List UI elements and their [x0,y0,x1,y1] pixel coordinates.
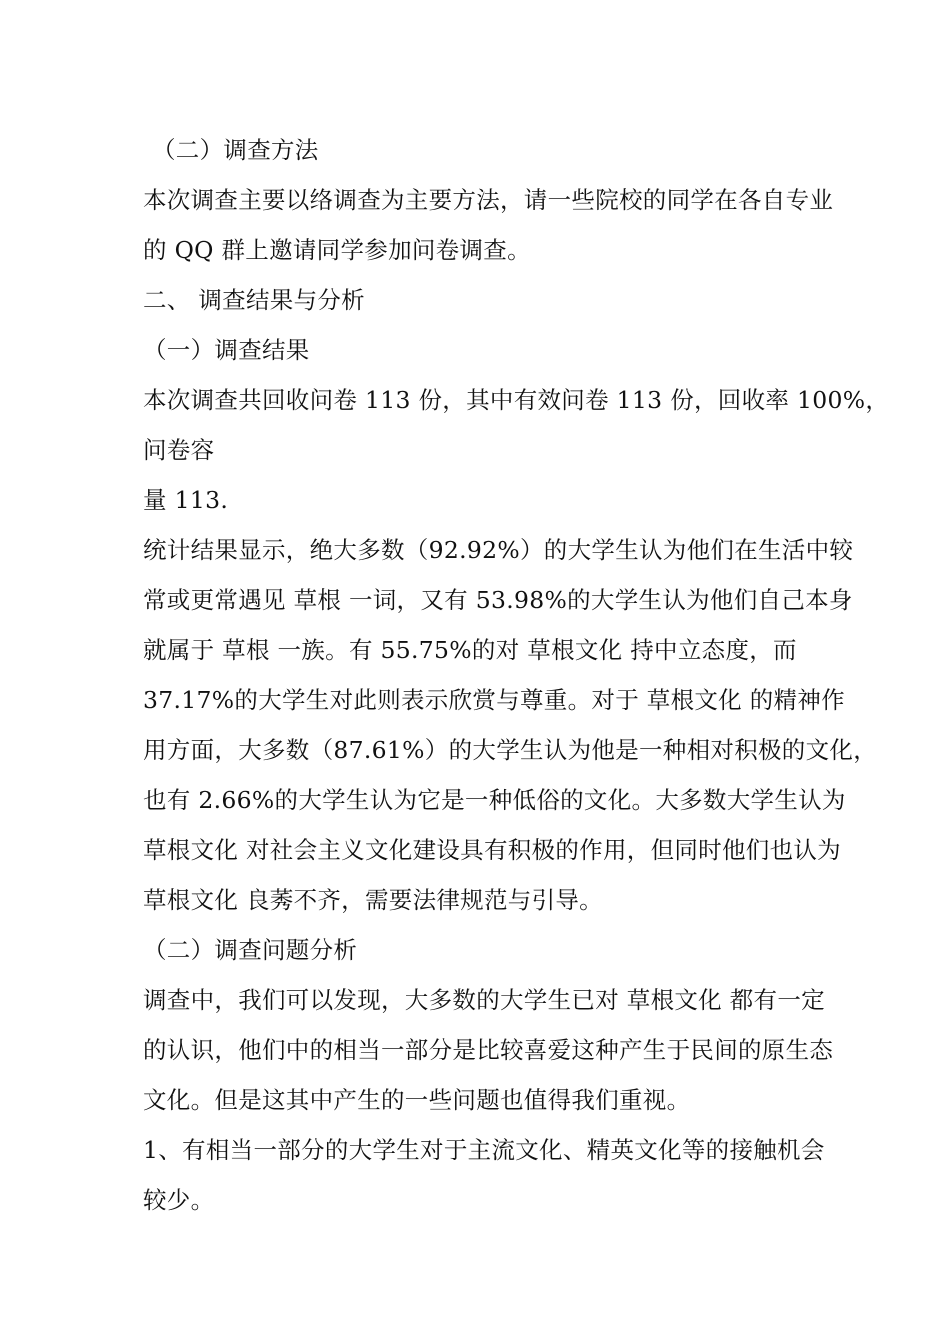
paragraph-line: 调查中，我们可以发现，大多数的大学生已对 草根文化 都有一定 [143,986,825,1014]
paragraph-line: 的 QQ 群上邀请同学参加问卷调查。 [143,236,531,264]
heading-problem-analysis: （二）调查问题分析 [143,936,358,964]
paragraph-line: 统计结果显示，绝大多数（92.92%）的大学生认为他们在生活中较 [143,536,854,564]
paragraph-line: 问卷容 [143,436,215,464]
list-item-line: 较少。 [143,1186,215,1214]
paragraph-line: 也有 2.66%的大学生认为它是一种低俗的文化。大多数大学生认为 [143,786,846,814]
heading-survey-method: （二）调查方法 [152,136,319,164]
paragraph-line: 草根文化 对社会主义文化建设具有积极的作用，但同时他们也认为 [143,836,841,864]
heading-results-analysis: 二、 调查结果与分析 [143,286,365,314]
paragraph-line: 草根文化 良莠不齐，需要法律规范与引导。 [143,886,603,914]
paragraph-line: 本次调查共回收问卷 113 份，其中有效问卷 113 份，回收率 100%， [143,386,890,414]
paragraph-line: 文化。但是这其中产生的一些问题也值得我们重视。 [143,1086,691,1114]
paragraph-line: 的认识，他们中的相当一部分是比较喜爱这种产生于民间的原生态 [143,1036,834,1064]
paragraph-line: 用方面，大多数（87.61%）的大学生认为他是一种相对积极的文化， [143,736,878,764]
paragraph-line: 就属于 草根 一族。有 55.75%的对 草根文化 持中立态度，而 [143,636,797,664]
heading-survey-results: （一）调查结果 [143,336,310,364]
paragraph-line: 本次调查主要以络调查为主要方法，请一些院校的同学在各自专业 [143,186,834,214]
paragraph-line: 37.17%的大学生对此则表示欣赏与尊重。对于 草根文化 的精神作 [143,686,845,714]
paragraph-line: 量 113. [143,486,229,514]
paragraph-line: 常或更常遇见 草根 一词，又有 53.98%的大学生认为他们自己本身 [143,586,853,614]
list-item-line: 1、有相当一部分的大学生对于主流文化、精英文化等的接触机会 [143,1136,825,1164]
